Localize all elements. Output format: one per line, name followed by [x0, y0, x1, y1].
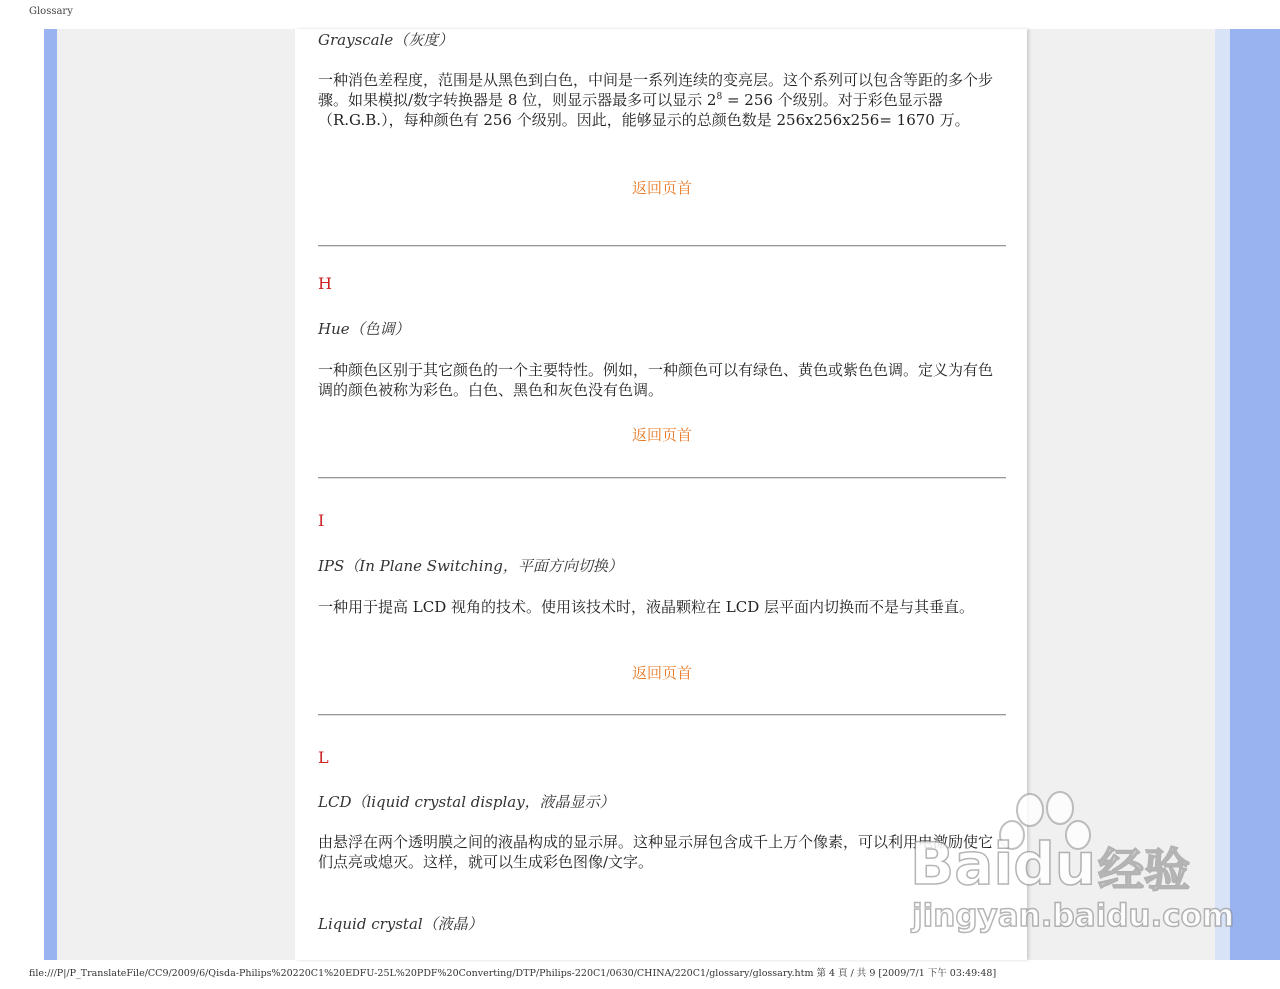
- back-to-top-link[interactable]: 返回页首: [631, 179, 692, 197]
- file-path-footer: file:///P|/P_TranslateFile/CC9/2009/6/Qisda-Philips%20220C1%20EDFU-25L%20PDF%20Converting/DTP/Philips-220C1/0630/CHINA/220C1/glossary/glossary.htm 第 4 頁 / 共 9 [2009/7/1 下午 03:49:48]: [29, 968, 997, 979]
- section-letter-i: I: [318, 511, 325, 530]
- baidu-watermark: [900, 790, 1235, 940]
- desc-hue: 一种颜色区别于其它颜色的一个主要特性。例如，一种颜色可以有绿色、黄色或紫色色调。定义为有色调的颜色被称为彩色。白色、黑色和灰色没有色调。: [318, 361, 994, 399]
- document-title: Glossary: [29, 6, 73, 17]
- section-letter-h: H: [318, 274, 332, 293]
- back-to-top-link[interactable]: 返回页首: [631, 664, 692, 682]
- section-divider: [318, 714, 1006, 716]
- section-divider: [318, 477, 1006, 479]
- term-hue: Hue（色调）: [318, 320, 410, 338]
- section-letter-l: L: [318, 748, 329, 767]
- watermark-url: jingyan.baidu.com: [912, 898, 1235, 934]
- back-to-top-link[interactable]: 返回页首: [631, 426, 692, 444]
- right-light-band: [1215, 29, 1230, 960]
- left-color-band: [44, 29, 57, 960]
- section-divider: [318, 245, 1006, 247]
- desc-ips: 一种用于提高 LCD 视角的技术。使用该技术时，液晶颗粒在 LCD 层平面内切换而不是与其垂直。: [318, 598, 975, 616]
- desc-lcd: 由悬浮在两个透明膜之间的液晶构成的显示屏。这种显示屏包含成千上万个像素，可以利用电激励使它们点亮或熄灭。这样，就可以生成彩色图像/文字。: [318, 833, 994, 871]
- watermark-logo: Baidu: [910, 830, 1097, 898]
- watermark-brand: 经验: [1098, 843, 1190, 897]
- desc-grayscale: 一种消色差程度，范围是从黑色到白色，中间是一系列连续的变亮层。这个系列可以包含等距的多个步骤。如果模拟/数字转换器是 8 位，则显示器最多可以显示 $2^8 = 256$ 个级别。对于彩色显示器（R.G.B.），每种颜色有 256 个级别。因此，能够显示的总颜色数是 256x256x256= 1670 万。: [318, 71, 994, 129]
- right-color-band: [1230, 29, 1280, 960]
- term-liquid-crystal: Liquid crystal（液晶）: [318, 915, 483, 933]
- term-ips: IPS（In Plane Switching，平面方向切换）: [318, 557, 623, 575]
- term-grayscale: Grayscale（灰度）: [318, 31, 454, 49]
- term-lcd: LCD（liquid crystal display，液晶显示）: [318, 793, 615, 811]
